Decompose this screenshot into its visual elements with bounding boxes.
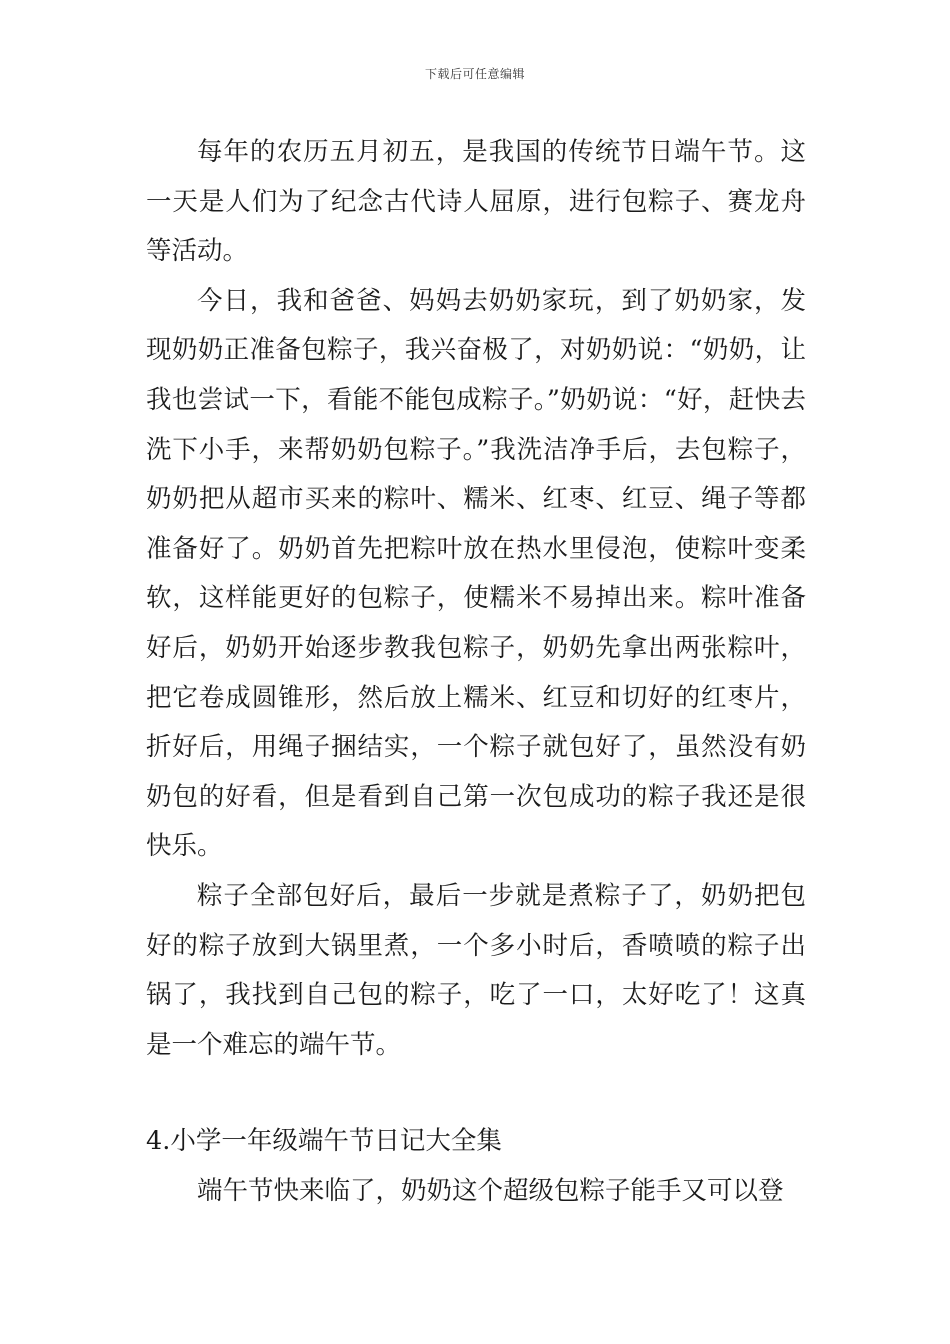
paragraph: 端午节快来临了，奶奶这个超级包粽子能手又可以登 — [197, 1175, 784, 1206]
paragraph: 每年的农历五月初五，是我国的传统节日端午节。这一天是人们为了纪念古代诗人屈原，进行包粽子、赛龙舟等活动。 — [146, 137, 806, 267]
diary-section — [146, 1117, 806, 1216]
section-heading: 4.小学一年级端午节日记大全集 — [146, 1126, 502, 1156]
paragraph: 粽子全部包好后，最后一步就是煮粽子了，奶奶把包好的粽子放到大锅里煮，一个多小时后，香喷喷的粽子出锅了，我找到自己包的粽子，吃了一口，太好吃了！这真是一个难忘的端午节。 — [146, 880, 806, 1060]
paragraph: 今日，我和爸爸、妈妈去奶奶家玩，到了奶奶家，发现奶奶正准备包粽子，我兴奋极了，对奶奶说：“奶奶，让我也尝试一下，看能不能包成粽子。”奶奶说：“好，赶快去洗下小手，来帮奶奶包粽子。”我洗洁净手后，去包粽子，奶奶把从超市买来的粽叶、糯米、红枣、红豆、绳子等都准备好了。奶奶首先把粽叶放在热水里侵泡，使粽叶变柔软，这样能更好的包粽子，使糯米不易掉出来。粽叶准备好后，奶奶开始逐步教我包粽子，奶奶先拿出两张粽叶，把它卷成圆锥形，然后放上糯米、红豆和切好的红枣片，折好后，用绳子捆结实，一个粽子就包好了，虽然没有奶奶包的好看，但是看到自己第一次包成功的粽子我还是很快乐。 — [146, 285, 806, 862]
page-header: 下载后可任意编辑 — [424, 67, 525, 81]
diary-body — [146, 128, 806, 1070]
